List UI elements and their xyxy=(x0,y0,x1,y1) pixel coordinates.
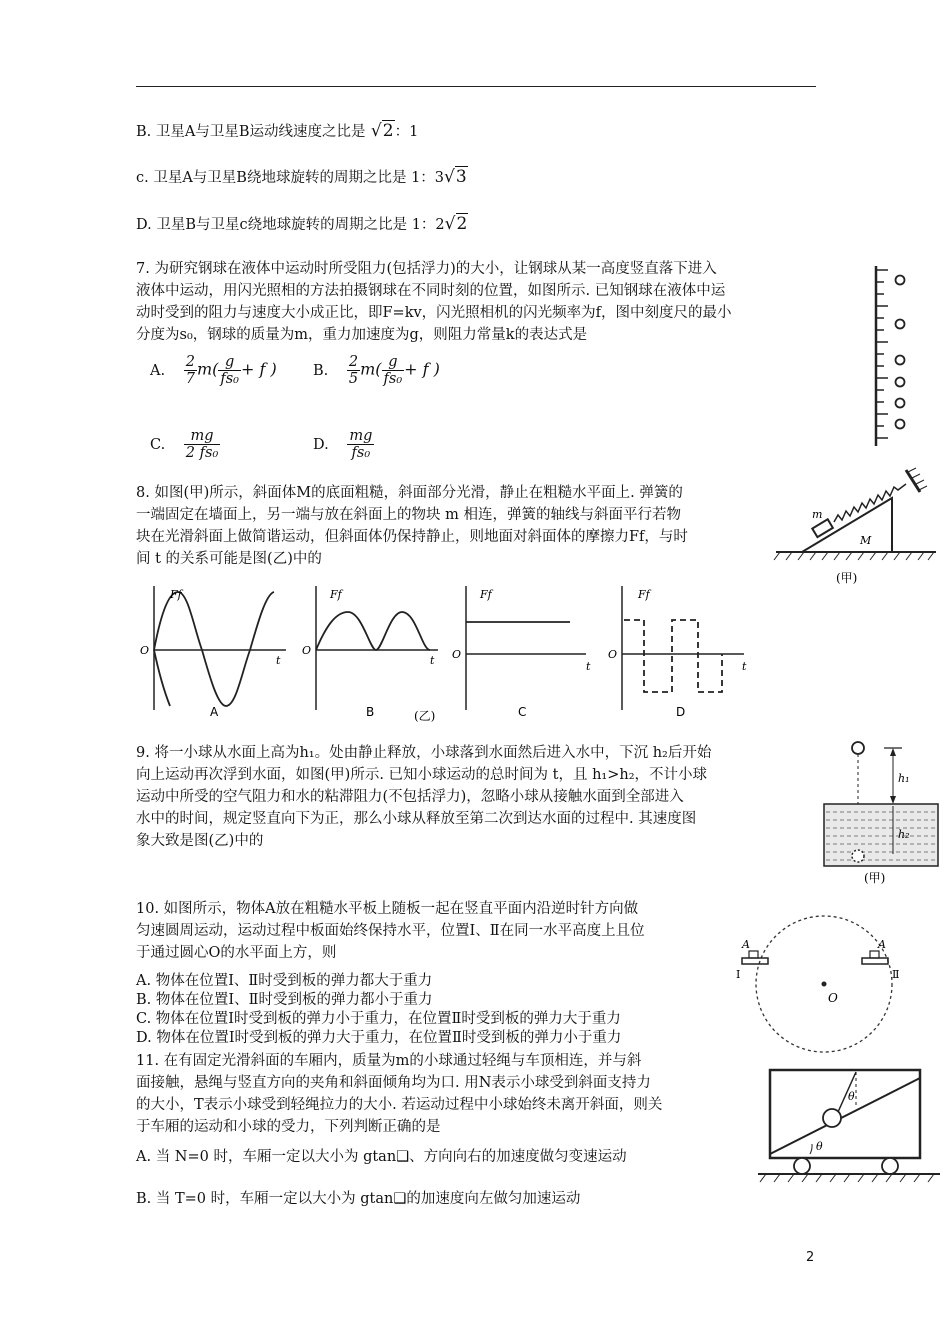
q8-stem xyxy=(136,482,688,570)
q9-line: 9. 将一小球从水面上高为h₁。处由静止释放，小球落到水面然后进入水中，下沉 h₂后开始 xyxy=(136,745,712,761)
q8-line: 间 t 的关系可能是图(乙)中的 xyxy=(136,551,322,567)
q6-option-c: c. 卫星A与卫星B绕地球旋转的周期之比是 1：3√3 xyxy=(136,167,467,187)
q10-line: 匀速圆周运动，运动过程中板面始终保持水平，位置Ⅰ、Ⅱ在同一水平高度上且位 xyxy=(136,923,645,939)
q7-option-d: D. $\frac{mg}{\text{fs₀}}$ xyxy=(313,428,373,461)
graph-d xyxy=(608,586,747,719)
axis-label-t: t xyxy=(430,654,435,667)
ruler-figure xyxy=(862,262,922,450)
q11-line: 于车厢的运动和小球的受力，下列判断正确的是 xyxy=(136,1119,441,1135)
board-i xyxy=(742,958,768,964)
incline-surface xyxy=(770,1078,920,1154)
label-theta-incline: θ xyxy=(816,1140,823,1153)
graph-label-a: A xyxy=(210,705,219,719)
q7-line: 7. 为研究钢球在液体中运动时所受阻力(包括浮力)的大小，让钢球从某一高度竖直落下进入 xyxy=(136,261,717,277)
ball-positions xyxy=(896,276,905,429)
q11-stem xyxy=(136,1050,662,1138)
axis-label-t: t xyxy=(276,654,281,667)
ground-hatch xyxy=(760,1174,934,1182)
label-theta-rope: θ xyxy=(848,1090,855,1103)
q10-option-c: C. 物体在位置Ⅰ时受到板的弹力小于重力，在位置Ⅱ时受到板的弹力大于重力 xyxy=(136,1011,621,1027)
q7-line: 液体中运动，用闪光照相的方法拍摄钢球在不同时刻的位置，如图所示. 已知钢球在液体中运 xyxy=(136,283,726,299)
label-a-right: A xyxy=(878,938,886,951)
board-ii xyxy=(862,958,888,964)
ball xyxy=(823,1109,841,1127)
axis-label-t: t xyxy=(586,660,591,673)
wall xyxy=(906,470,920,492)
caption-jia: (甲) xyxy=(836,571,858,585)
ruler-ticks xyxy=(876,270,888,438)
label-h2: h₂ xyxy=(898,828,910,841)
axis-label-ff: Ff xyxy=(638,588,650,601)
caption-yi: (乙) xyxy=(414,709,436,723)
q6-option-b: B. 卫星A与卫星B运动线速度之比是 √2：1 xyxy=(136,121,419,141)
axis-label-ff: Ff xyxy=(480,588,492,601)
q11-option-a: A. 当 N=0 时，车厢一定以大小为 gtan❑、方向向右的加速度做匀变速运动 xyxy=(136,1149,627,1165)
q8-line: 8. 如图(甲)所示，斜面体M的底面粗糙，斜面部分光滑，静止在粗糙水平面上. 弹簧的 xyxy=(136,485,683,501)
axis-label-t: t xyxy=(742,660,747,673)
graph-a xyxy=(140,586,286,719)
axis-label-ff: Ff xyxy=(330,588,342,601)
carriage-figure xyxy=(756,1064,942,1194)
q10-option-a: A. 物体在位置Ⅰ、Ⅱ时受到板的弹力都大于重力 xyxy=(136,973,433,989)
q9-line: 运动中所受的空气阻力和水的粘滞阻力(不包括浮力)，忽略小球从接触水面到全部进入 xyxy=(136,789,684,805)
header-rule xyxy=(136,86,816,87)
label-a-left: A xyxy=(742,938,750,951)
wheel-right xyxy=(882,1158,898,1174)
q10-line: 10. 如图所示，物体A放在粗糙水平板上随板一起在竖直平面内沿逆时针方向做 xyxy=(136,901,639,917)
q10-stem xyxy=(136,898,645,964)
q6-option-d: D. 卫星B与卫星c绕地球旋转的周期之比是 1：2√2 xyxy=(136,214,468,234)
q7-option-c: C. $\frac{mg}{\text{2 fs₀}}$ xyxy=(150,428,219,461)
q10-option-b: B. 物体在位置Ⅰ、Ⅱ时受到板的弹力都小于重力 xyxy=(136,992,433,1008)
q9-stem xyxy=(136,742,711,852)
origin-label: O xyxy=(452,648,462,661)
origin-label: O xyxy=(608,648,618,661)
q8-line: 一端固定在墙面上，另一端与放在斜面上的物块 m 相连，弹簧的轴线与斜面平行若物 xyxy=(136,507,681,523)
q7-stem xyxy=(136,258,732,346)
incline-body xyxy=(802,498,892,552)
caption-jia: (甲) xyxy=(864,871,886,885)
water-ball-figure xyxy=(818,738,942,886)
water-body xyxy=(824,804,938,866)
q8-line: 块在光滑斜面上做简谐运动，但斜面体仍保持静止，则地面对斜面体的摩擦力Ff，与时 xyxy=(136,529,688,545)
label-M: M xyxy=(860,534,872,547)
axis-label-ff: Ff xyxy=(170,588,182,601)
label-o: O xyxy=(828,991,838,1005)
incline-spring-figure xyxy=(768,460,940,588)
q10-option-d: D. 物体在位置Ⅰ时受到板的弹力大于重力，在位置Ⅱ时受到板的弹力小于重力 xyxy=(136,1030,622,1046)
q7-option-a: A. $\frac{2}{7}$ m( $\frac{g}{\text{fs₀}}$ + f ) xyxy=(150,354,277,387)
label-h1: h₁ xyxy=(898,772,910,785)
graph-label-b: B xyxy=(366,705,375,719)
label-position-ii: Ⅱ xyxy=(892,968,900,981)
ball xyxy=(852,742,864,754)
q7-option-b: B. $\frac{2}{5}$ m( $\frac{g}{\text{fs₀}}$ + f ) xyxy=(313,354,440,387)
label-position-i: Ⅰ xyxy=(736,968,741,981)
friction-graphs-figure xyxy=(130,578,770,726)
q10-line: 于通过圆心O的水平面上方，则 xyxy=(136,945,337,961)
label-m: m xyxy=(812,508,823,521)
q11-option-b: B. 当 T=0 时，车厢一定以大小为 gtan❑的加速度向左做匀加速运动 xyxy=(136,1191,581,1207)
graph-label-d: D xyxy=(676,705,686,719)
page-number: 2 xyxy=(806,1250,815,1265)
ground-hatch xyxy=(774,552,934,560)
q9-line: 向上运动再次浮到水面，如图(甲)所示. 已知小球运动的总时间为 t，且 h₁>h₂，不计小球 xyxy=(136,767,708,783)
origin-label: O xyxy=(302,644,312,657)
wheel-left xyxy=(794,1158,810,1174)
q9-line: 水中的时间，规定竖直向下为正，那么小球从释放至第二次到达水面的过程中. 其速度图 xyxy=(136,811,697,827)
q11-line: 11. 在有固定光滑斜面的车厢内，质量为m的小球通过轻绳与车顶相连，并与斜 xyxy=(136,1053,642,1069)
graph-b xyxy=(302,586,438,723)
q11-line: 面接触，悬绳与竖直方向的夹角和斜面倾角均为口. 用N表示小球受到斜面支持力 xyxy=(136,1075,651,1091)
carriage-body xyxy=(770,1070,920,1158)
circular-motion-figure xyxy=(734,906,912,1056)
origin-label: O xyxy=(140,644,150,657)
graph-c xyxy=(452,586,591,719)
q7-line: 分度为s₀，钢球的质量为m，重力加速度为g，则阻力常量k的表达式是 xyxy=(136,327,588,343)
spring xyxy=(834,484,906,522)
q10-options xyxy=(136,972,621,1048)
q11-line: 的大小，T表示小球受到轻绳拉力的大小. 若运动过程中小球始终未离开斜面，则关 xyxy=(136,1097,663,1113)
graph-label-c: C xyxy=(518,705,527,719)
q7-line: 动时受到的阻力与速度大小成正比，即F=kv，闪光照相机的闪光频率为f，图中刻度尺的最小 xyxy=(136,305,732,321)
q9-line: 象大致是图(乙)中的 xyxy=(136,833,264,849)
